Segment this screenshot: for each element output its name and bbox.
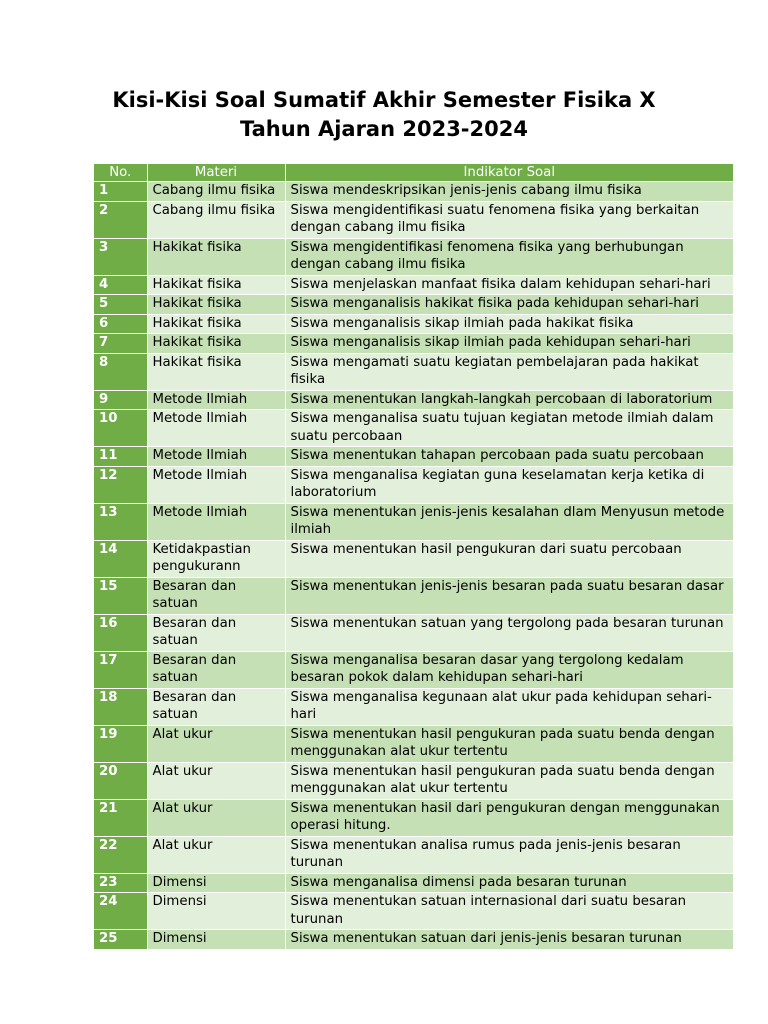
table-row — [94, 466, 733, 503]
table-row — [94, 410, 733, 447]
table-row — [94, 353, 733, 390]
row-number: 2 — [94, 201, 147, 238]
row-indikator: Siswa menganalisa kegunaan alat ukur pada kehidupan sehari-hari — [285, 688, 733, 725]
table-row — [94, 447, 733, 467]
row-indikator: Siswa menganalisis sikap ilmiah pada hakikat fisika — [285, 314, 733, 334]
table-row — [94, 503, 733, 540]
table-row — [94, 688, 733, 725]
row-materi: Alat ukur — [147, 836, 285, 873]
table-body — [94, 182, 733, 949]
row-indikator: Siswa menjelaskan manfaat fisika dalam kehidupan sehari-hari — [285, 275, 733, 295]
row-number: 20 — [94, 762, 147, 799]
header-no: No. — [94, 164, 147, 182]
row-materi: Metode Ilmiah — [147, 410, 285, 447]
row-number: 24 — [94, 893, 147, 930]
row-materi: Metode Ilmiah — [147, 447, 285, 467]
row-materi: Cabang ilmu fisika — [147, 182, 285, 202]
row-number: 6 — [94, 314, 147, 334]
row-materi: Cabang ilmu fisika — [147, 201, 285, 238]
table-row — [94, 238, 733, 275]
row-materi: Besaran dan satuan — [147, 577, 285, 614]
table-row — [94, 182, 733, 202]
row-materi: Hakikat fisika — [147, 314, 285, 334]
row-indikator: Siswa menentukan jenis-jenis besaran pada suatu besaran dasar — [285, 577, 733, 614]
row-materi: Besaran dan satuan — [147, 688, 285, 725]
row-indikator: Siswa menentukan satuan yang tergolong pada besaran turunan — [285, 614, 733, 651]
row-indikator: Siswa menganalisa suatu tujuan kegiatan metode ilmiah dalam suatu percobaan — [285, 410, 733, 447]
row-indikator: Siswa mendeskripsikan jenis-jenis cabang ilmu fisika — [285, 182, 733, 202]
row-indikator: Siswa menganalisa kegiatan guna keselamatan kerja ketika di laboratorium — [285, 466, 733, 503]
table-row — [94, 725, 733, 762]
row-indikator: Siswa menentukan analisa rumus pada jenis-jenis besaran turunan — [285, 836, 733, 873]
row-materi: Metode Ilmiah — [147, 390, 285, 410]
header-materi: Materi — [147, 164, 285, 182]
row-indikator: Siswa menganalisis hakikat fisika pada kehidupan sehari-hari — [285, 295, 733, 315]
row-number: 9 — [94, 390, 147, 410]
row-indikator: Siswa menganalisa dimensi pada besaran turunan — [285, 873, 733, 893]
row-number: 15 — [94, 577, 147, 614]
row-number: 23 — [94, 873, 147, 893]
header-indikator: Indikator Soal — [285, 164, 733, 182]
row-number: 16 — [94, 614, 147, 651]
row-number: 25 — [94, 930, 147, 949]
table-header-row — [94, 164, 733, 182]
table-row — [94, 540, 733, 577]
row-number: 18 — [94, 688, 147, 725]
table-row — [94, 873, 733, 893]
table-row — [94, 390, 733, 410]
row-materi: Dimensi — [147, 873, 285, 893]
table-row — [94, 295, 733, 315]
row-number: 5 — [94, 295, 147, 315]
row-indikator: Siswa mengidentifikasi fenomena fisika yang berhubungan dengan cabang ilmu fisika — [285, 238, 733, 275]
row-number: 11 — [94, 447, 147, 467]
table-row — [94, 930, 733, 949]
row-materi: Alat ukur — [147, 799, 285, 836]
title-line-1: Kisi-Kisi Soal Sumatif Akhir Semester Fisika X — [112, 88, 656, 112]
kisi-kisi-table — [94, 164, 733, 949]
page-title — [0, 86, 768, 144]
row-indikator: Siswa menentukan hasil pengukuran pada suatu benda dengan menggunakan alat ukur tertentu — [285, 762, 733, 799]
row-number: 12 — [94, 466, 147, 503]
row-number: 17 — [94, 651, 147, 688]
table-row — [94, 799, 733, 836]
table-row — [94, 201, 733, 238]
row-materi: Hakikat fisika — [147, 238, 285, 275]
table-row — [94, 893, 733, 930]
row-number: 3 — [94, 238, 147, 275]
row-number: 13 — [94, 503, 147, 540]
row-number: 14 — [94, 540, 147, 577]
row-indikator: Siswa mengamati suatu kegiatan pembelajaran pada hakikat fisika — [285, 353, 733, 390]
row-indikator: Siswa menentukan langkah-langkah percobaan di laboratorium — [285, 390, 733, 410]
row-number: 19 — [94, 725, 147, 762]
row-indikator: Siswa menentukan hasil dari pengukuran dengan menggunakan operasi hitung. — [285, 799, 733, 836]
row-materi: Hakikat fisika — [147, 295, 285, 315]
row-number: 4 — [94, 275, 147, 295]
row-indikator: Siswa menentukan hasil pengukuran pada suatu benda dengan menggunakan alat ukur tertentu — [285, 725, 733, 762]
row-number: 22 — [94, 836, 147, 873]
row-number: 7 — [94, 334, 147, 354]
row-materi: Dimensi — [147, 930, 285, 949]
table-row — [94, 334, 733, 354]
row-number: 21 — [94, 799, 147, 836]
row-indikator: Siswa mengidentifikasi suatu fenomena fisika yang berkaitan dengan cabang ilmu fisika — [285, 201, 733, 238]
row-indikator: Siswa menentukan satuan dari jenis-jenis besaran turunan — [285, 930, 733, 949]
row-number: 1 — [94, 182, 147, 202]
table-row — [94, 762, 733, 799]
row-materi: Hakikat fisika — [147, 334, 285, 354]
table-row — [94, 651, 733, 688]
row-materi: Metode Ilmiah — [147, 503, 285, 540]
row-materi: Besaran dan satuan — [147, 651, 285, 688]
row-materi: Hakikat fisika — [147, 353, 285, 390]
row-number: 10 — [94, 410, 147, 447]
row-materi: Alat ukur — [147, 725, 285, 762]
row-indikator: Siswa menganalisis sikap ilmiah pada kehidupan sehari-hari — [285, 334, 733, 354]
row-materi: Besaran dan satuan — [147, 614, 285, 651]
row-materi: Ketidakpastian pengukurann — [147, 540, 285, 577]
row-materi: Hakikat fisika — [147, 275, 285, 295]
table-row — [94, 577, 733, 614]
row-materi: Alat ukur — [147, 762, 285, 799]
title-line-2: Tahun Ajaran 2023-2024 — [240, 117, 528, 141]
row-number: 8 — [94, 353, 147, 390]
row-indikator: Siswa menentukan jenis-jenis kesalahan dlam Menyusun metode ilmiah — [285, 503, 733, 540]
row-materi: Metode Ilmiah — [147, 466, 285, 503]
row-indikator: Siswa menentukan hasil pengukuran dari suatu percobaan — [285, 540, 733, 577]
table-row — [94, 275, 733, 295]
table-row — [94, 836, 733, 873]
row-indikator: Siswa menganalisa besaran dasar yang tergolong kedalam besaran pokok dalam kehidupan sehari-hari — [285, 651, 733, 688]
table-row — [94, 314, 733, 334]
row-indikator: Siswa menentukan tahapan percobaan pada suatu percobaan — [285, 447, 733, 467]
table-row — [94, 614, 733, 651]
row-materi: Dimensi — [147, 893, 285, 930]
row-indikator: Siswa menentukan satuan internasional dari suatu besaran turunan — [285, 893, 733, 930]
